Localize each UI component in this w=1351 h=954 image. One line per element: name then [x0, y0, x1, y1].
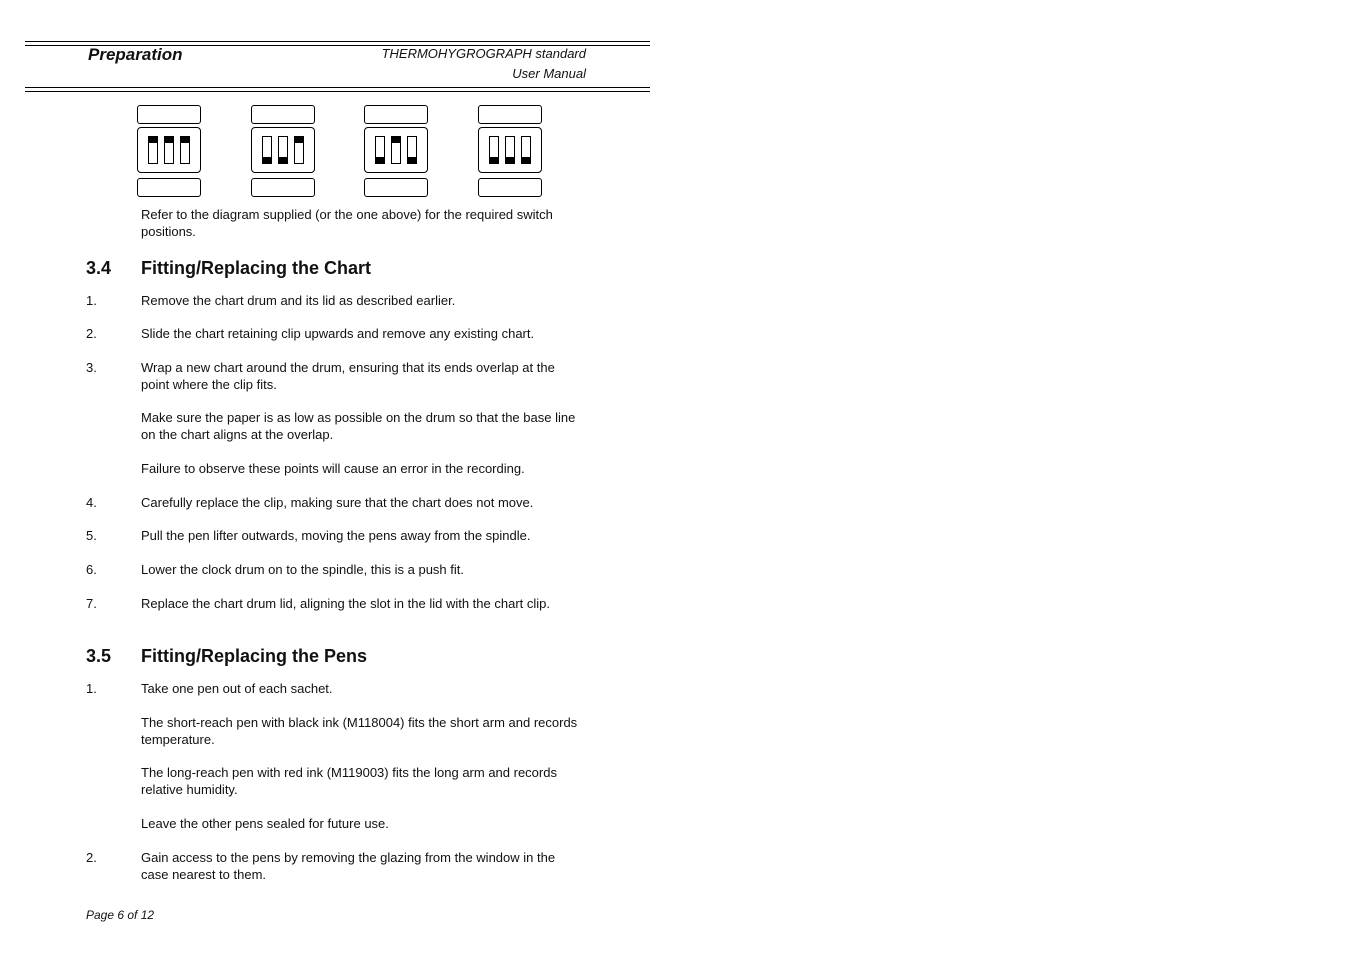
switch-knob-down: [408, 157, 416, 163]
switch-slot: [407, 136, 417, 164]
step-text: Gain access to the pens by removing the glazing from the window in the case nearest to them.: [141, 850, 556, 882]
switch-label-box-bottom: [251, 178, 315, 197]
switch-label-box-bottom: [478, 178, 542, 197]
step-text: Take one pen out of each sachet.: [141, 681, 333, 696]
step-note: Failure to observe these points will cause an error in the recording.: [141, 461, 525, 476]
switch-label-box-bottom: [364, 178, 428, 197]
step-number: 1.: [86, 293, 97, 308]
step-note: Leave the other pens sealed for future use.: [141, 816, 389, 831]
switch-slot: [180, 136, 190, 164]
switch-knob-down: [376, 157, 384, 163]
switch-body: [137, 127, 201, 173]
switch-slot: [278, 136, 288, 164]
switch-knob-down: [522, 157, 530, 163]
switch-knob-up: [295, 137, 303, 143]
section-3-4-number: 3.4: [86, 258, 112, 278]
header-manual: User Manual: [512, 66, 586, 81]
switch-knob-down: [506, 157, 514, 163]
section-3-5-number: 3.5: [86, 646, 112, 666]
switch-knob-up: [181, 137, 189, 143]
step-number: 4.: [86, 495, 97, 510]
switch-knob-down: [279, 157, 287, 163]
step-note: The long-reach pen with red ink (M119003) fits the long arm and records relative humidity.: [141, 765, 557, 797]
switch-knob-up: [149, 137, 157, 143]
step-number: 1.: [86, 681, 97, 696]
step-number: 2.: [86, 850, 97, 865]
step-note: Make sure the paper is as low as possible on the drum so that the base line on the chart aligns at the overlap.: [141, 410, 576, 442]
switch-label-box-top: [478, 105, 542, 124]
header-rule-bottom-1: [25, 87, 650, 88]
dip-switch-3: [364, 105, 428, 197]
step-text: Pull the pen lifter outwards, moving the pens away from the spindle.: [141, 528, 531, 543]
step-text: Carefully replace the clip, making sure that the chart does not move.: [141, 495, 534, 510]
step-number: 2.: [86, 326, 97, 341]
header-section-title: Preparation: [88, 45, 183, 64]
switch-position-diagram: [137, 105, 557, 197]
switch-label-box-top: [251, 105, 315, 124]
page-number: Page 6 of 12: [86, 908, 155, 922]
step-text: Wrap a new chart around the drum, ensuring that its ends overlap at the point where the clip fits.: [141, 360, 555, 392]
step-note: The short-reach pen with black ink (M118004) fits the short arm and records temperature.: [141, 715, 578, 747]
section-3-5-title: Fitting/Replacing the Pens: [141, 646, 368, 666]
step-number: 7.: [86, 596, 97, 611]
switch-label-box-top: [364, 105, 428, 124]
dip-switch-2: [251, 105, 315, 197]
switch-slot: [489, 136, 499, 164]
switch-slot: [164, 136, 174, 164]
switch-label-box-top: [137, 105, 201, 124]
switch-knob-up: [392, 137, 400, 143]
step-text: Lower the clock drum on to the spindle, this is a push fit.: [141, 562, 465, 577]
switch-slot: [521, 136, 531, 164]
step-text: Slide the chart retaining clip upwards and remove any existing chart.: [141, 326, 535, 341]
header-document-title: [330, 44, 586, 84]
switch-body: [251, 127, 315, 173]
switch-body: [478, 127, 542, 173]
switch-knob-down: [490, 157, 498, 163]
switch-body: [364, 127, 428, 173]
switch-knob-up: [165, 137, 173, 143]
step-text: Remove the chart drum and its lid as described earlier.: [141, 293, 456, 308]
dip-switch-4: [478, 105, 542, 197]
section-3-4-title: Fitting/Replacing the Chart: [141, 258, 372, 278]
step-number: 6.: [86, 562, 97, 577]
switch-slot: [148, 136, 158, 164]
header-rule-bottom-2: [25, 91, 650, 92]
step-number: 5.: [86, 528, 97, 543]
switch-knob-down: [263, 157, 271, 163]
switch-slot: [505, 136, 515, 164]
switch-label-box-bottom: [137, 178, 201, 197]
header-rule-top-1: [25, 41, 650, 42]
step-text: Replace the chart drum lid, aligning the slot in the lid with the chart clip.: [141, 596, 550, 611]
dip-switch-1: [137, 105, 201, 197]
switch-slot: [375, 136, 385, 164]
switch-slot: [294, 136, 304, 164]
switch-slot: [391, 136, 401, 164]
header-product: THERMOHYGROGRAPH standard: [381, 46, 586, 61]
intro-text: Refer to the diagram supplied (or the one above) for the required switch positions.: [141, 207, 553, 239]
step-number: 3.: [86, 360, 97, 375]
switch-slot: [262, 136, 272, 164]
